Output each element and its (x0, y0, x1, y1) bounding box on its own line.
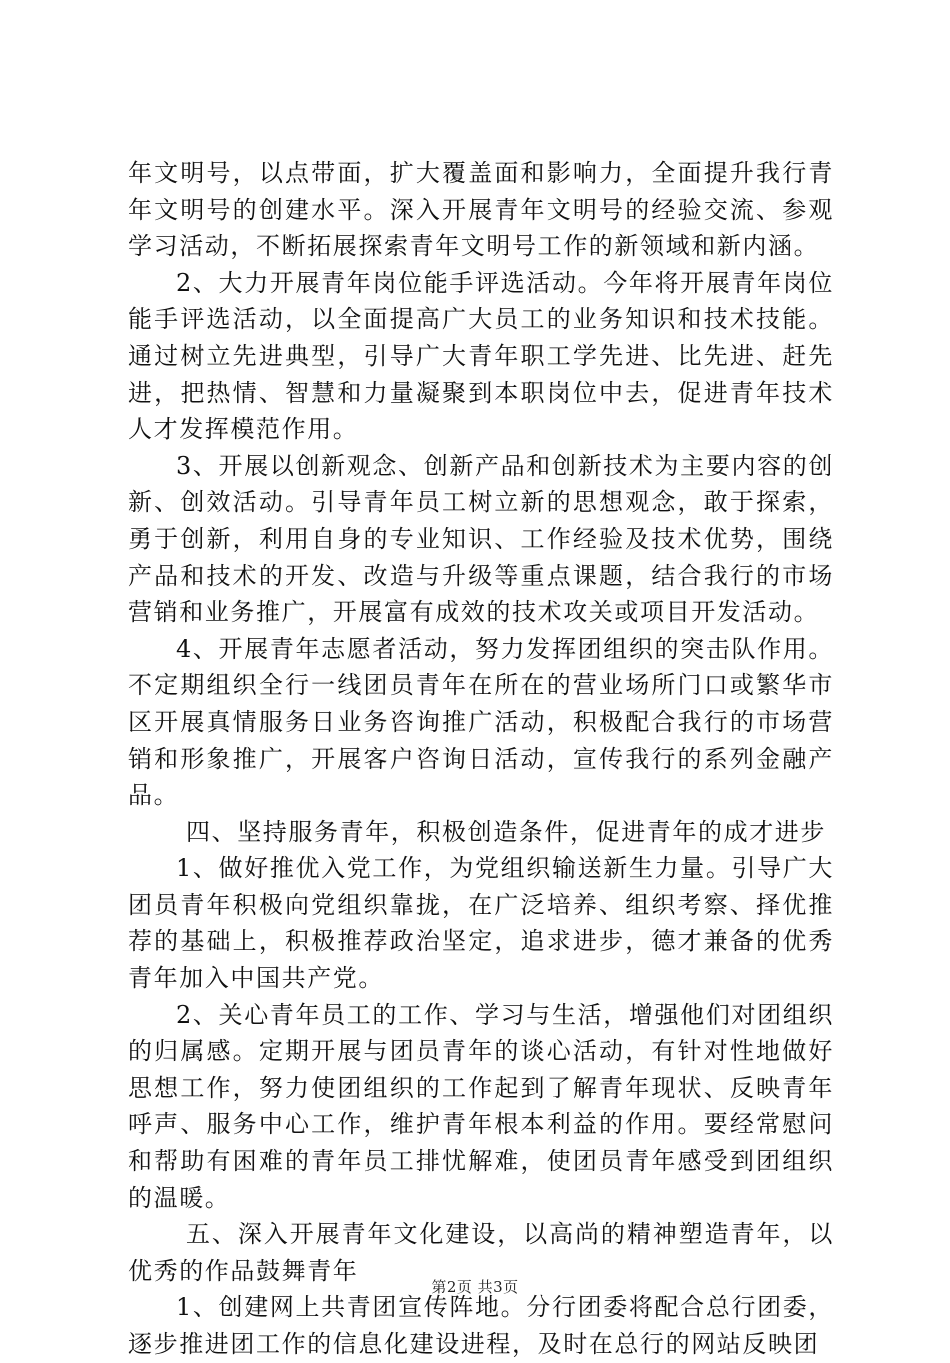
section-heading-five: 五、深入开展青年文化建设，以高尚的精神塑造青年，以优秀的作品鼓舞青年 (128, 1220, 834, 1285)
paragraph-item-2-care: 2、关心青年员工的工作、学习与生活，增强他们对团组织的归属感。定期开展与团员青年的谈心活动，有针对性地做好思想工作，努力使团组织的工作起到了解青年现状、反映青年呼声、服务中心工作，维护青年根本利益的作用。要经常慰问和帮助有困难的青年员工排忧解难，使团员青年感受到团组织的温暖。 (128, 1000, 834, 1212)
page-number-footer: 第2页 共3页 (431, 1278, 519, 1296)
paragraph-item-1-online: 1、创建网上共青团宣传阵地。分行团委将配合总行团委，逐步推进团工作的信息化建设进程，及时在总行的网站反映团 (128, 1293, 834, 1358)
paragraph-item-4-volunteer: 4、开展青年志愿者活动，努力发挥团组织的突击队作用。不定期组织全行一线团员青年在所在的营业场所门口或繁华市区开展真情服务日业务咨询推广活动，积极配合我行的市场营销和形象推广，开展客户咨询日活动，宣传我行的系列金融产品。 (128, 634, 834, 810)
section-heading-four: 四、坚持服务青年，积极创造条件，促进青年的成才进步 (186, 817, 826, 846)
paragraph-item-3-innovation: 3、开展以创新观念、创新产品和创新技术为主要内容的创新、创效活动。引导青年员工树立新的思想观念，敢于探索，勇于创新，利用自身的专业知识、工作经验及技术优势，围绕产品和技术的开发、改造与升级等重点课题，结合我行的市场营销和业务推广，开展富有成效的技术攻关或项目开发活动。 (128, 451, 834, 627)
paragraph-continuation: 年文明号，以点带面，扩大覆盖面和影响力，全面提升我行青年文明号的创建水平。深入开展青年文明号的经验交流、参观学习活动，不断拓展探索青年文明号工作的新领域和新内涵。 (128, 159, 834, 261)
document-body (128, 155, 834, 1363)
paragraph-item-1-party: 1、做好推优入党工作，为党组织输送新生力量。引导广大团员青年积极向党组织靠拢，在广泛培养、组织考察、择优推荐的基础上，积极推荐政治坚定，追求进步，德才兼备的优秀青年加入中国共产党。 (128, 854, 834, 993)
paragraph-item-2-job-expert: 2、大力开展青年岗位能手评选活动。今年将开展青年岗位能手评选活动，以全面提高广大员工的业务知识和技术技能。通过树立先进典型，引导广大青年职工学先进、比先进、赶先进，把热情、智慧和力量凝聚到本职岗位中去，促进青年技术人才发挥模范作用。 (128, 268, 834, 444)
